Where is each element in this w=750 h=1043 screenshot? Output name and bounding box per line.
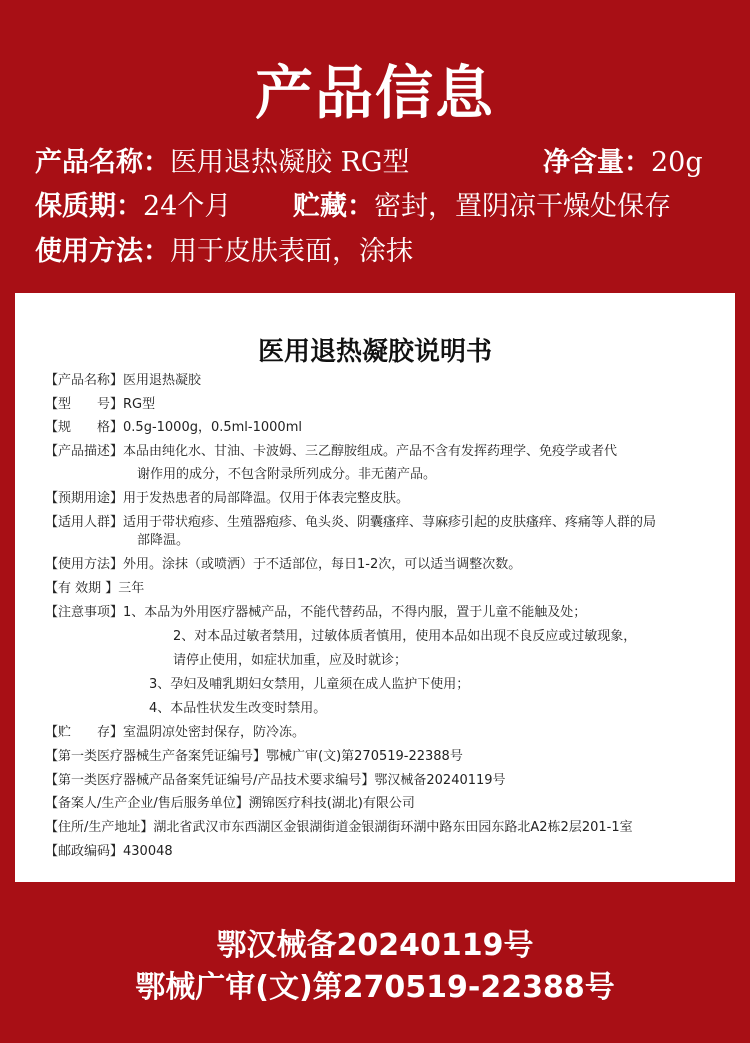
shelf-life-value: 24个月 [143, 191, 232, 222]
manual-card [15, 293, 735, 882]
usage-label: 使用方法： [35, 236, 170, 267]
manual-row: 【产品描述】本品由纯化水、甘油、卡波姆、三乙醇胺组成。产品不含有发挥药理学、免疫学或者代 [45, 444, 618, 459]
manual-row: 【第一类医疗器械生产备案凭证编号】鄂械广审(文)第270519-22388号 [45, 749, 463, 764]
manual-row: 部降温。 [137, 533, 190, 548]
storage-label: 贮藏： [293, 191, 374, 222]
storage-value: 密封，置阴凉干燥处保存 [374, 191, 671, 222]
manual-row: 【产品名称】医用退热凝胶 [45, 373, 202, 388]
manual-row: 2、对本品过敏者禁用，过敏体质者慎用，使用本品如出现不良反应或过敏现象， [173, 629, 637, 644]
footer-ad-approval: 鄂械广审(文)第270519-22388号 [135, 970, 615, 1005]
product-name-label: 产品名称： [35, 147, 170, 178]
manual-row: 【住所/生产地址】湖北省武汉市东西湖区金银湖街道金银湖街环湖中路东田园东路北A2栋2层201-1室 [45, 820, 633, 835]
net-content-label: 净含量： [543, 147, 651, 178]
manual-row: 【邮政编码】430048 [45, 844, 173, 859]
info-line-shelf [35, 184, 671, 223]
info-line-usage [35, 229, 413, 268]
manual-row: 【注意事项】1、本品为外用医疗器械产品，不能代替药品，不得内服，置于儿童不能触及处； [45, 605, 587, 620]
net-content-value: 20g [651, 147, 703, 178]
page-title: 产品信息 [254, 59, 495, 127]
manual-row: 【型 号】RG型 [45, 397, 156, 412]
manual-row: 【第一类医疗器械产品备案凭证编号/产品技术要求编号】鄂汉械备20240119号 [45, 773, 506, 788]
usage-value: 用于皮肤表面，涂抹 [170, 236, 413, 267]
manual-row: 请停止使用，如症状加重，应及时就诊； [173, 653, 408, 668]
manual-row: 谢作用的成分，不包含附录所列成分。非无菌产品。 [137, 467, 437, 482]
manual-row: 【贮 存】室温阴凉处密封保存，防冷冻。 [45, 725, 306, 740]
manual-row: 【规 格】0.5g-1000g，0.5ml-1000ml [45, 420, 302, 435]
manual-row: 【使用方法】外用。涂抹（或喷洒）于不适部位，每日1-2次，可以适当调整次数。 [45, 557, 522, 572]
info-line-name [35, 140, 703, 179]
manual-row: 3、孕妇及哺乳期妇女禁用，儿童须在成人监护下使用； [149, 677, 470, 692]
manual-row: 【有 效期 】三年 [45, 581, 145, 596]
product-name-value: 医用退热凝胶 RG型 [170, 147, 410, 178]
manual-row: 4、本品性状发生改变时禁用。 [149, 701, 327, 716]
shelf-life-label: 保质期： [35, 191, 143, 222]
manual-row: 【适用人群】适用于带状疱疹、生殖器疱疹、龟头炎、阴囊瘙痒、荨麻疹引起的皮肤瘙痒、疼痛等人群的局 [45, 515, 657, 530]
footer-registration: 鄂汉械备20240119号 [216, 928, 534, 963]
manual-title: 医用退热凝胶说明书 [257, 337, 492, 367]
manual-row: 【预期用途】用于发热患者的局部降温。仅用于体表完整皮肤。 [45, 491, 410, 506]
manual-row: 【备案人/生产企业/售后服务单位】溯锦医疗科技(湖北)有限公司 [45, 796, 415, 811]
